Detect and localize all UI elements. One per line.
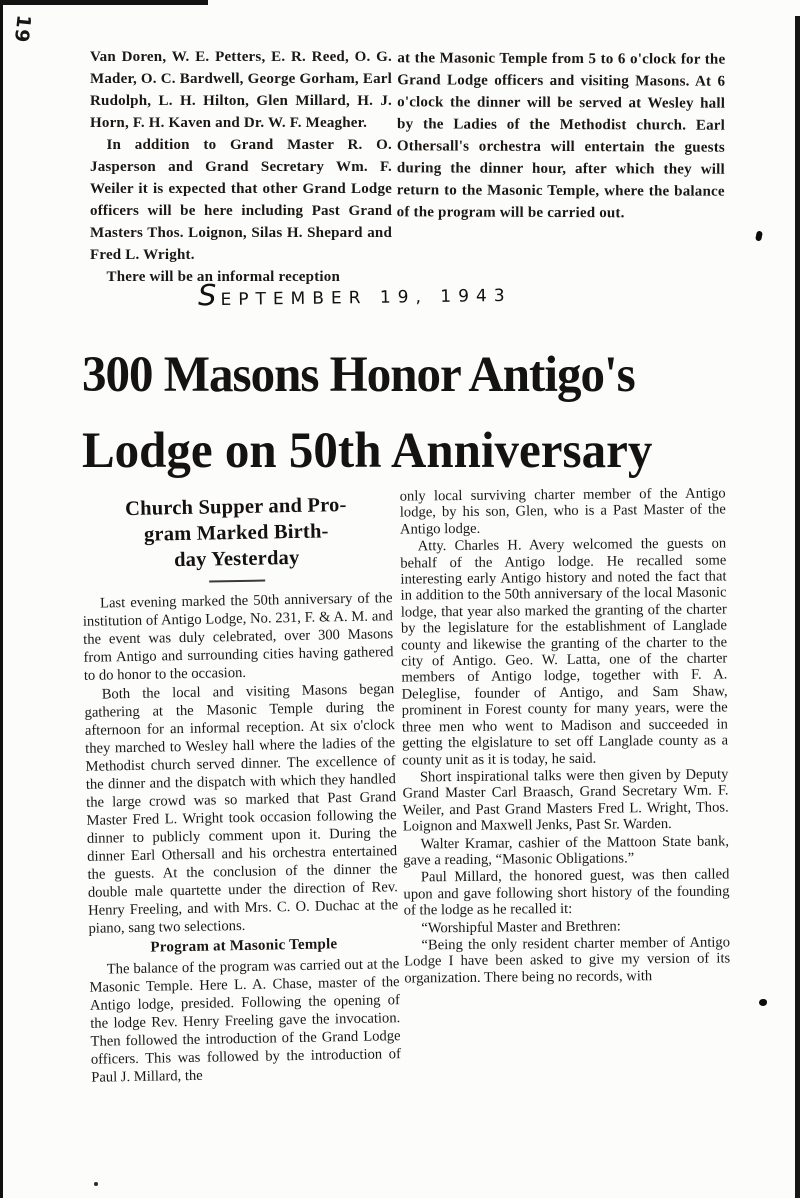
handwritten-page-number: 19 <box>9 13 35 45</box>
ink-speck <box>755 230 763 241</box>
top-article-left-column <box>90 46 392 288</box>
ink-dot <box>94 1182 98 1186</box>
subhead-line: gram Marked Birth- <box>143 520 329 546</box>
subhead-rule <box>209 580 265 583</box>
subhead-line: Church Supper and Pro- <box>124 494 347 521</box>
crosshead: Program at Masonic Temple <box>150 936 338 956</box>
paragraph: There will be an informal reception <box>106 269 341 285</box>
top-article-right-column <box>397 47 726 224</box>
article-left-column <box>81 491 402 1088</box>
paragraph: Last evening marked the 50th anniversary of the institution of Antigo Lodge, No. 231, F. & A. M. and the event was duly celebrated, over 300 Masons from Antigo and surrounding cities having gathered to do honor to the occasion. <box>82 590 394 684</box>
paragraph: Paul Millard, the honored guest, was then called upon and gave following short history of the founding of the lodge as he recalled it: <box>403 866 730 919</box>
headline-line-2: Lodge on 50th Anniversary <box>82 421 653 479</box>
paragraph: Walter Kramar, cashier of the Mattoon State bank, gave a reading, “Masonic Obligations.” <box>403 832 730 869</box>
handwritten-date: SEPTEMBER 19, 1943 <box>197 277 512 313</box>
paragraph: The balance of the program was carried out at the Masonic Temple. Here L. A. Chase, master of the Antigo lodge, presided. Following the opening of the lodge Rev. Henry Freeling gave the invocation. Then followed the introduction of the Grand Lodge officers. This was followed by the introduction of Paul J. Millard, the <box>89 956 402 1086</box>
subhead-line: day Yesterday <box>173 546 300 572</box>
scan-edge-left <box>0 0 3 1198</box>
paragraph: Both the local and visiting Masons began gathering at the Masonic Temple during the afternoon for an informal reception. At six o'clock they marched to Wesley hall where the ladies of the Methodist church served dinner. The excellence of the dinner and the dispatch with which they handled the large crowd was so marked that Past Grand Master Fred L. Wright took occasion following the dinner to publicly comment upon it. During the dinner Earl Othersall and his orchestra entertained the guests. At the conclusion of the dinner the double male quartette under the direction of Rev. Henry Freeling, and with Mrs. C. O. Duchac at the piano, sang two selections. <box>84 681 399 937</box>
article-right-column <box>400 485 731 987</box>
headline-line-1: 300 Masons Honor Antigo's <box>82 345 635 403</box>
paragraph: at the Masonic Temple from 5 to 6 o'clock for the Grand Lodge officers and visiting Masons. At 6 o'clock the dinner will be served at Wesley hall by the Ladies of the Methodist church. Earl Othersall's orchestra will entertain the guests during the dinner hour, after which they will return to the Masonic Temple, where the balance of the program will be carried out. <box>396 50 726 222</box>
article-headline <box>82 336 730 488</box>
article-subhead <box>81 491 392 575</box>
paragraph: only local surviving charter member of the Antigo lodge, by his son, Glen, who is a Past Master of the Antigo lodge. <box>399 485 726 538</box>
paragraph: In addition to Grand Master R. O. Jasperson and Grand Secretary Wm. F. Weiler it is expected that other Grand Lodge officers will be here including Past Grand Masters Thos. Loignon, Silas H. Shepard and Fred L. Wright. <box>90 137 392 263</box>
scan-edge-top <box>0 0 208 5</box>
paragraph: “Being the only resident charter member of Antigo Lodge I have been asked to give my version of its organization. There being no records, with <box>404 934 731 987</box>
ink-speck <box>759 999 767 1006</box>
scan-edge-right <box>795 16 800 1198</box>
paragraph: Atty. Charles H. Avery welcomed the guests on behalf of the Antigo lodge. He recalled some interesting early Antigo history and noted the fact that in addition to the 50th anniversary of the local Masonic lodge, that year also marked the granting of the charter by the legislature for the establishment of Langlade county and likewise the granting of the charter to the city of Antigo. Geo. W. Latta, one of the charter members of Antigo lodge, together with F. A. Deleglise, founder of Antigo, and Sam Shaw, prominent in Forest county for many years, were the three men who went to Madison and succeeded in getting the elgislature to set off Langlade county as a county unit as it is today, he said. <box>400 535 729 769</box>
paragraph: Van Doren, W. E. Petters, E. R. Reed, O. G. Mader, O. C. Bardwell, George Gorham, Earl Rudolph, L. H. Hilton, Glen Millard, H. J. Horn, F. H. Kaven and Dr. W. F. Meagher. <box>90 49 392 131</box>
paragraph: “Worshipful Master and Brethren: <box>421 918 621 936</box>
paragraph: Short inspirational talks were then given by Deputy Grand Master Carl Braasch, Grand Secretary Wm. F. Weiler, and Past Grand Masters Fred L. Wright, Thos. Loignon and Maxwell Jenks, Past Sr. Warden. <box>402 766 729 835</box>
